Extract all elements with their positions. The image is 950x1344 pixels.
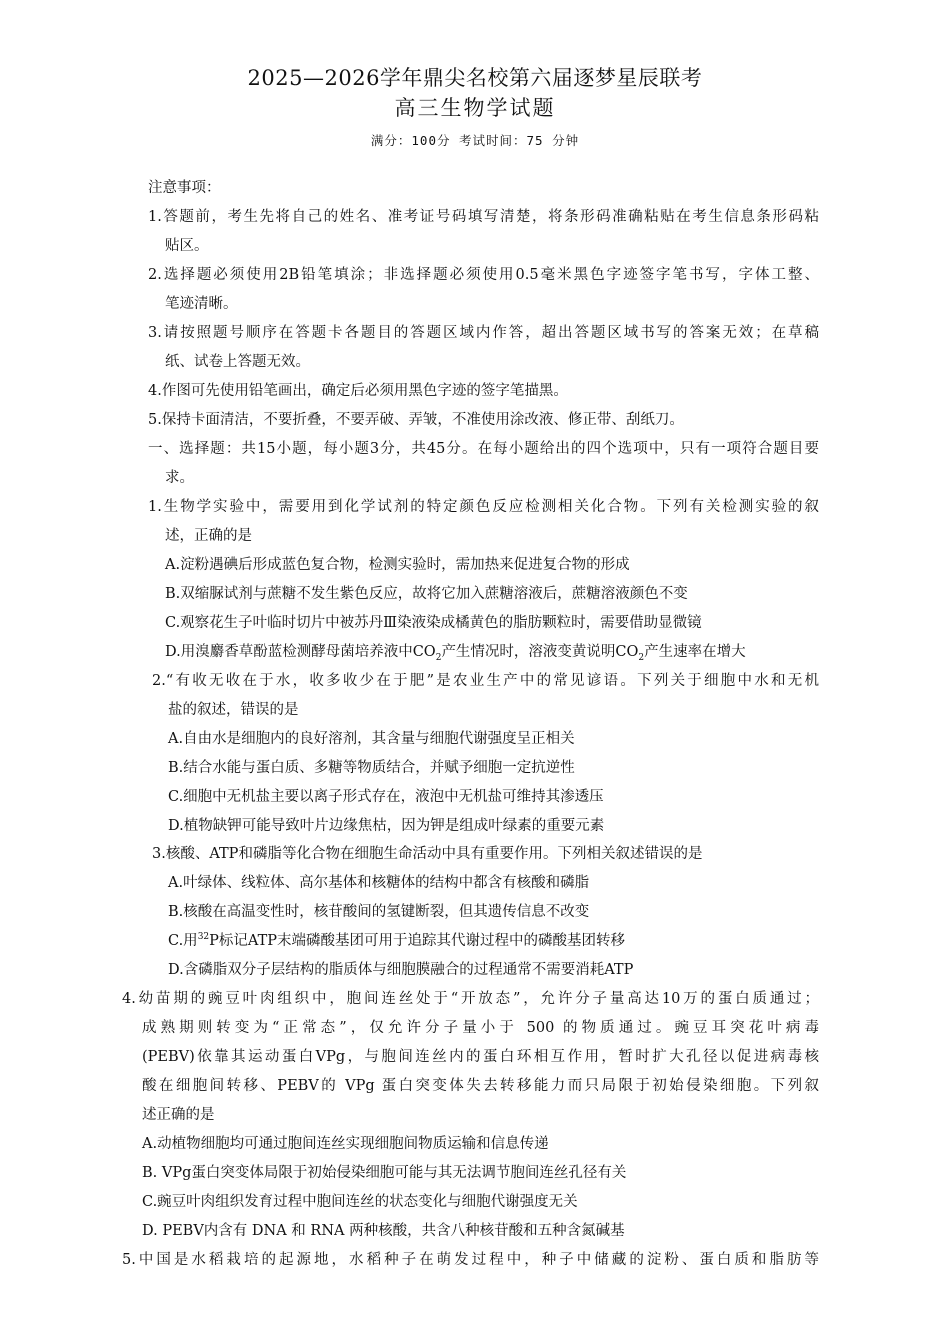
notice-item-3-cont: 纸、试卷上答题无效。 xyxy=(165,354,310,370)
notice-item-1-cont: 贴区。 xyxy=(165,238,209,254)
notice-item-2: 2.选择题必须使用2B铅笔填涂；非选择题必须使用0.5毫米黑色字迹签字笔书写，字体工整、 xyxy=(148,267,819,283)
q4-stem-5: 述正确的是 xyxy=(142,1107,215,1123)
q3-option-b: B.核酸在高温变性时，核苷酸间的氢键断裂，但其遗传信息不改变 xyxy=(168,904,590,920)
q4-stem-3: (PEBV)依靠其运动蛋白VPg，与胞间连丝内的蛋白环相互作用，暂时扩大孔径以促进病毒核 xyxy=(142,1049,819,1065)
q1-option-b: B.双缩脲试剂与蔗糖不发生紫色反应，故将它加入蔗糖溶液后，蔗糖溶液颜色不变 xyxy=(165,586,688,602)
q4-option-c: C.豌豆叶肉组织发育过程中胞间连丝的状态变化与细胞代谢强度无关 xyxy=(142,1194,578,1210)
q1-option-a: A.淀粉遇碘后形成蓝色复合物，检测实验时，需加热来促进复合物的形成 xyxy=(165,557,630,573)
notice-heading: 注意事项： xyxy=(148,180,221,196)
q3-option-c-pre: C.用 xyxy=(168,933,198,949)
notice-item-5: 5.保持卡面清洁，不要折叠，不要弄破、弄皱，不准使用涂改液、修正带、刮纸刀。 xyxy=(148,412,684,428)
q3-option-c-post: P标记ATP末端磷酸基团可用于追踪其代谢过程中的磷酸基团转移 xyxy=(209,933,626,949)
exam-subtitle: 高三生物学试题 xyxy=(394,96,556,120)
q4-option-b: B. VPg蛋白突变体局限于初始侵染细胞可能与其无法调节胞间连丝孔径有关 xyxy=(142,1165,627,1181)
q2-option-c: C.细胞中无机盐主要以离子形式存在，液泡中无机盐可维持其渗透压 xyxy=(168,789,604,805)
q3-option-a: A.叶绿体、线粒体、高尔基体和核糖体的结构中都含有核酸和磷脂 xyxy=(168,875,590,891)
q3-option-c xyxy=(168,931,625,951)
q2-option-d: D.植物缺钾可能导致叶片边缘焦枯，因为钾是组成叶绿素的重要元素 xyxy=(168,818,605,834)
exam-meta: 满分：100分 考试时间：75 分钟 xyxy=(370,133,580,148)
notice-item-2-cont: 笔迹清晰。 xyxy=(165,296,238,312)
q4-stem: 4.幼苗期的豌豆叶肉组织中，胞间连丝处于“开放态”，允许分子量高达10万的蛋白质通过； xyxy=(122,991,819,1007)
q4-stem-4: 酸在细胞间转移、PEBV的 VPg 蛋白突变体失去转移能力而只局限于初始侵染细胞。下列叙 xyxy=(142,1078,819,1094)
q2-stem: 2.“有收无收在于水，收多收少在于肥”是农业生产中的常见谚语。下列关于细胞中水和无机 xyxy=(152,673,819,689)
q1-stem: 1.生物学实验中，需要用到化学试剂的特定颜色反应检测相关化合物。下列有关检测实验的叙 xyxy=(148,499,819,515)
q2-option-b: B.结合水能与蛋白质、多糖等物质结合，并赋予细胞一定抗逆性 xyxy=(168,760,575,776)
q3-option-d: D.含磷脂双分子层结构的脂质体与细胞膜融合的过程通常不需要消耗ATP xyxy=(168,962,634,978)
subscript: 2 xyxy=(435,652,442,663)
q4-option-d: D. PEBV内含有 DNA 和 RNA 两种核酸，共含八种核苷酸和五种含氮碱基 xyxy=(142,1223,625,1239)
q1-option-d-post: 产生速率在增大 xyxy=(644,644,746,660)
q3-stem: 3.核酸、ATP和磷脂等化合物在细胞生命活动中具有重要作用。下列相关叙述错误的是 xyxy=(152,846,703,862)
section-heading: 一、选择题：共15小题，每小题3分，共45分。在每小题给出的四个选项中，只有一项符合题目要 xyxy=(148,441,819,457)
exam-title: 2025—2026学年鼎尖名校第六届逐梦星辰联考 xyxy=(247,66,703,90)
q4-option-a: A.动植物细胞均可通过胞间连丝实现细胞间物质运输和信息传递 xyxy=(142,1136,549,1152)
q1-stem-cont: 述，正确的是 xyxy=(165,528,252,544)
q1-option-d-mid: 产生情况时，溶液变黄说明CO xyxy=(441,644,639,660)
q5-stem: 5.中国是水稻栽培的起源地，水稻种子在萌发过程中，种子中储藏的淀粉、蛋白质和脂肪等 xyxy=(122,1252,819,1268)
q1-option-c: C.观察花生子叶临时切片中被苏丹Ⅲ染液染成橘黄色的脂肪颗粒时，需要借助显微镜 xyxy=(165,615,702,631)
section-heading-cont: 求。 xyxy=(165,470,194,486)
q2-option-a: A.自由水是细胞内的良好溶剂，其含量与细胞代谢强度呈正相关 xyxy=(168,731,575,747)
q2-stem-cont: 盐的叙述，错误的是 xyxy=(168,702,299,718)
notice-item-4: 4.作图可先使用铅笔画出，确定后必须用黑色字迹的签字笔描黑。 xyxy=(148,383,568,399)
q1-option-d-pre: D.用溴麝香草酚蓝检测酵母菌培养液中CO xyxy=(165,644,436,660)
superscript: 32 xyxy=(197,932,210,943)
notice-item-1: 1.答题前，考生先将自己的姓名、准考证号码填写清楚，将条形码准确粘贴在考生信息条形码粘 xyxy=(148,209,819,225)
notice-item-3: 3.请按照题号顺序在答题卡各题目的答题区域内作答，超出答题区域书写的答案无效；在草稿 xyxy=(148,325,819,341)
subscript: 2 xyxy=(638,652,645,663)
q1-option-d xyxy=(165,642,746,662)
q4-stem-2: 成熟期则转变为“正常态”，仅允许分子量小于 500 的物质通过。豌豆耳突花叶病毒 xyxy=(142,1020,819,1036)
